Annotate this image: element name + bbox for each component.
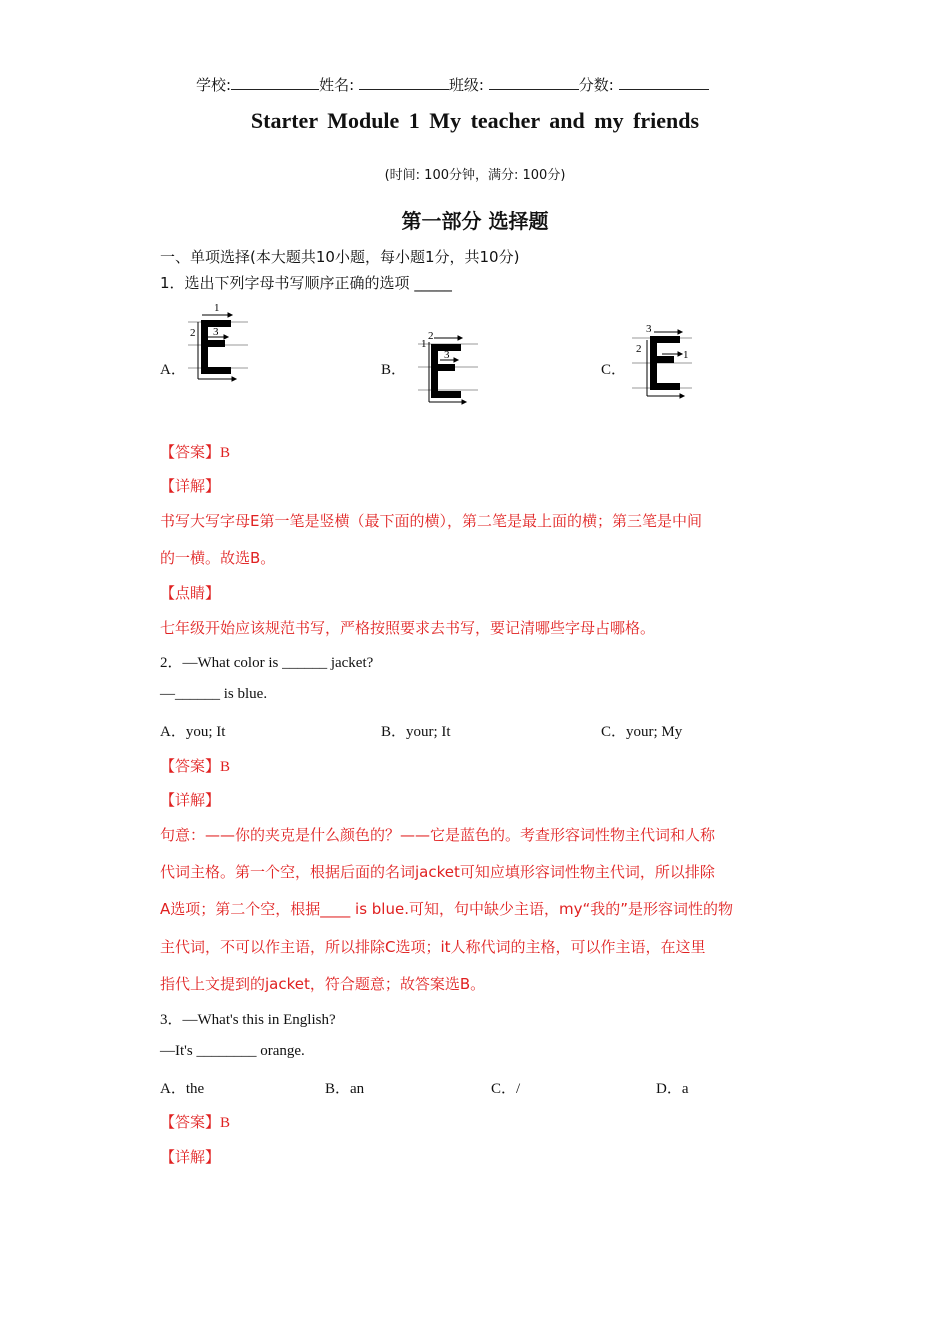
school-blank[interactable] [231, 75, 319, 90]
q2-option-c [601, 720, 682, 741]
q1-option-a-label: A． [160, 362, 186, 378]
answer-tag: 【答案】 [160, 443, 221, 461]
q3-detail-tag: 【详解】 [160, 1148, 221, 1166]
question-number: 2． [160, 655, 183, 671]
q2-detail-line-5: 指代上文提到的jacket，符合题意；故答案选B。 [160, 975, 486, 993]
question-text: —What's this in English? [182, 1012, 336, 1028]
q1-tip-tag: 【点睛】 [160, 584, 221, 602]
q2-option-a [160, 720, 225, 741]
option-text: the [185, 1081, 205, 1097]
letter-e-stroke-diagram-a [188, 300, 248, 390]
svg-text:3: 3 [213, 326, 219, 338]
section-heading: 一、单项选择(本大题共10小题，每小题1分，共10分) [160, 248, 520, 266]
q1-tip-line-1: 七年级开始应该规范书写，严格按照要求去书写，要记清哪些字母占哪格。 [160, 619, 656, 637]
svg-text:2: 2 [636, 343, 642, 355]
answer-value: B [220, 445, 231, 461]
q2-detail-line-2: 代词主格。第一个空，根据后面的名词jacket可知应填形容词性物主代词，所以排除 [160, 863, 715, 881]
svg-text:2: 2 [190, 327, 196, 339]
q1-detail-tag: 【详解】 [160, 477, 221, 495]
question-2-stem [160, 651, 373, 672]
q2-detail-line-1: 句意：——你的夹克是什么颜色的？——它是蓝色的。考查形容词性物主代词和人称 [160, 826, 716, 844]
q3-option-c [491, 1077, 520, 1098]
question-text: —What color is ______ jacket? [182, 655, 374, 671]
student-info-line [196, 74, 709, 95]
question-number: 3． [160, 1012, 183, 1028]
svg-text:1: 1 [214, 302, 220, 314]
answer-tag: 【答案】 [160, 1113, 221, 1131]
question-2-response: —______ is blue. [160, 686, 268, 702]
q2-answer [160, 755, 230, 776]
option-label: B． [381, 724, 407, 740]
question-1-stem [160, 272, 452, 293]
option-label: A． [160, 1081, 186, 1097]
answer-value: B [220, 1115, 231, 1131]
q1-answer [160, 441, 230, 462]
school-label: 学校: [196, 76, 232, 94]
name-blank[interactable] [359, 75, 449, 90]
name-label: 姓名: [319, 76, 355, 94]
q1-option-b-label: B． [381, 362, 407, 378]
q3-answer [160, 1111, 230, 1132]
svg-text:3: 3 [646, 323, 652, 335]
svg-text:1: 1 [421, 338, 427, 350]
option-label: C． [491, 1081, 517, 1097]
score-blank[interactable] [619, 75, 709, 90]
q1-option-c-label: C． [601, 362, 627, 378]
letter-e-stroke-diagram-c [632, 318, 692, 408]
q3-option-b [325, 1077, 364, 1098]
score-label: 分数: [578, 76, 614, 94]
q2-detail-line-3: A选项；第二个空，根据____ is blue.可知，句中缺少主语，my“我的”是形容词性的物 [160, 900, 734, 918]
q1-detail-line-2: 的一横。故选B。 [160, 549, 276, 567]
option-text: you; It [185, 724, 226, 740]
svg-text:1: 1 [683, 349, 689, 361]
q3-option-a [160, 1077, 204, 1098]
document-title: Starter Module 1 My teacher and my friends [250, 108, 700, 133]
q2-option-b [381, 720, 451, 741]
svg-text:3: 3 [444, 349, 450, 361]
svg-text:2: 2 [428, 330, 434, 342]
q2-detail-line-4: 主代词，不可以作主语，所以排除C选项；it人称代词的主格，可以作主语，在这里 [160, 938, 706, 956]
option-text: your; My [626, 724, 683, 740]
letter-e-stroke-diagram-b [418, 322, 478, 412]
q3-option-d [656, 1077, 689, 1098]
class-blank[interactable] [489, 75, 579, 90]
option-label: D． [656, 1081, 682, 1097]
option-label: C． [601, 724, 627, 740]
option-text: an [350, 1081, 365, 1097]
question-text: 选出下列字母书写顺序正确的选项 _____ [184, 274, 452, 292]
option-label: B． [325, 1081, 351, 1097]
question-3-stem [160, 1008, 336, 1029]
option-text: a [681, 1081, 689, 1097]
exam-meta: (时间: 100分钟，满分: 100分) [384, 168, 566, 183]
option-label: A． [160, 724, 186, 740]
q1-detail-line-1: 书写大写字母E第一笔是竖横（最下面的横），第二笔是最上面的横；第三笔是中间 [160, 512, 702, 530]
option-text: your; It [406, 724, 451, 740]
answer-value: B [220, 759, 231, 775]
question-number: 1． [160, 274, 185, 292]
question-3-response: —It's ________ orange. [160, 1043, 305, 1059]
class-label: 班级: [448, 76, 484, 94]
q2-detail-tag: 【详解】 [160, 791, 221, 809]
part-title: 第一部分 选择题 [401, 209, 549, 233]
answer-tag: 【答案】 [160, 757, 221, 775]
option-text: / [516, 1081, 521, 1097]
